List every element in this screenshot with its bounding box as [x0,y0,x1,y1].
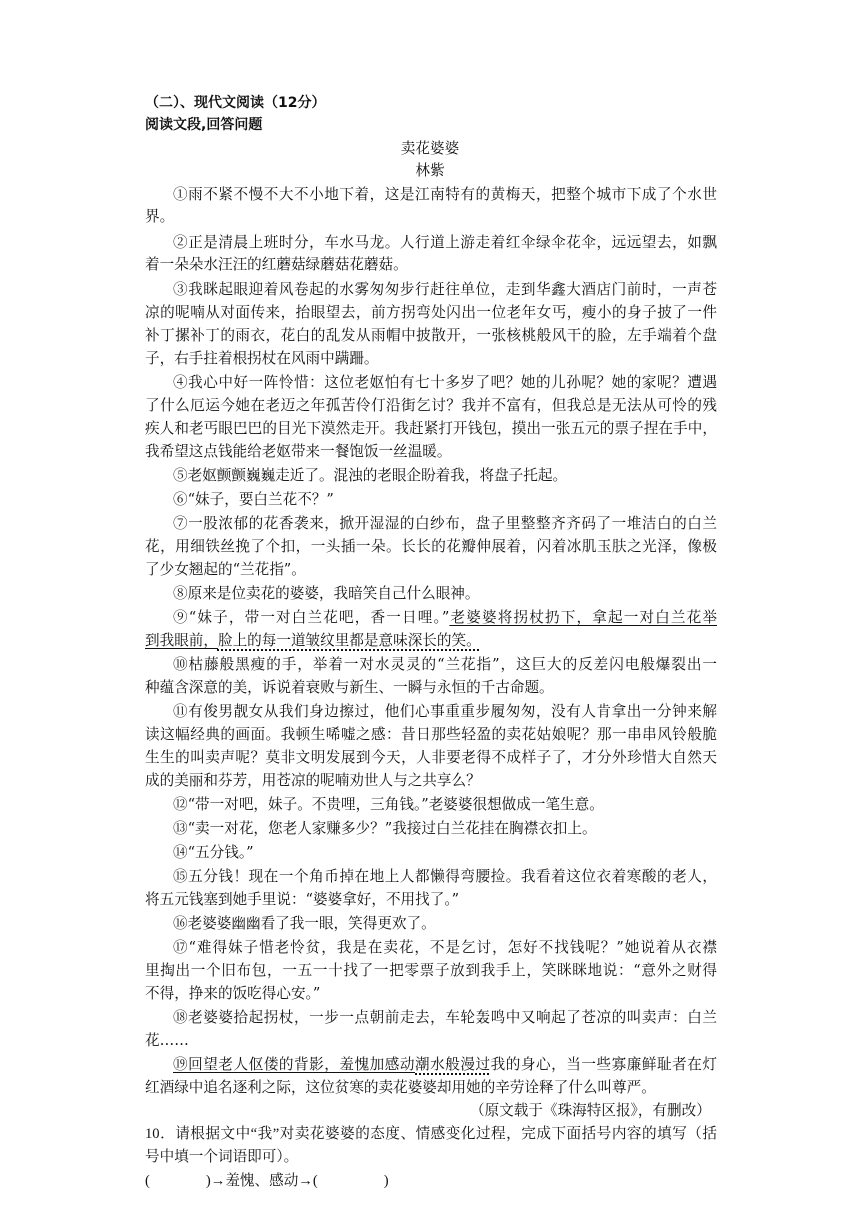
paragraph-line: 界。 [145,208,175,225]
paragraph-line: ④我心中好一阵怜惜：这位老妪怕有七十多岁了吧？她的儿孙呢？她的家呢？遭遇 [173,374,717,391]
paragraph-line: ⑧原来是位卖花的婆婆，我暗笑自己什么眼神。 [173,585,480,602]
dotted-text: 脸上的每一道皱纹里都是意味深长的笑。 [217,632,481,649]
section-instruction: 阅读文段,回答问题 [145,117,263,133]
paragraph-line [173,1054,717,1076]
paragraph-line: 补丁摞补丁的雨衣，花白的乱发从雨帽中披散开，一张核桃般风干的脸，左手端着个盘 [145,327,717,344]
paragraph-line: ⑭“五分钱。” [173,844,254,861]
section-title: （二）、现代文阅读（12分） [145,95,326,111]
paragraph-line: 了什么厄运今她在老迈之年孤苦伶仃沿街乞讨？我并不富有，但我总是无法从可怜的残 [145,397,717,414]
paragraph-line: 疾人和老丐眼巴巴的目光下漠然走开。我赶紧打开钱包，摸出一张五元的票子捏在手中， [145,420,717,437]
paragraph-line: ⑩枯藤般黑瘦的手，举着一对水灵灵的“兰花指”，这巨大的反差闪电般爆裂出一 [173,656,717,673]
article-title: 卖花婆婆 [400,140,460,157]
article-source: （原文载于《珠海特区报》，有删改） [470,1102,711,1119]
paragraph-line: ②正是清晨上班时分，车水马龙。人行道上游走着红伞绿伞花伞，远远望去，如飘 [173,234,717,251]
text-run: 我的身心，当一些寡廉鲜耻者在灯 [490,1056,717,1073]
article-author: 林紫 [415,162,445,179]
paragraph-line: ③我眯起眼迎着风卷起的水雾匆匆步行赶往单位，走到华鑫大酒店门前时，一声苍 [173,281,717,298]
paragraph-line: 不得，挣来的饭吃得心安。” [145,985,321,1002]
paragraph-line: ⑥“妹子，要白兰花不？” [173,491,334,508]
paragraph-line: ⑤老妪颤颤巍巍走近了。混浊的老眼企盼着我，将盘子托起。 [173,467,568,484]
paragraph-line: 花…… [145,1032,189,1049]
paragraph-line: ⑬“卖一对花，您老人家赚多少？”我接过白兰花挂在胸襟衣扣上。 [173,820,597,837]
question-number: 10． [145,1126,176,1142]
paragraph-line: ⑯老婆婆幽幽看了我一眼，笑得更欢了。 [173,915,436,932]
paragraph-line: 红酒绿中追名逐利之际，这位贫寒的卖花婆婆却用她的辛劳诠释了什么叫尊严。 [145,1079,656,1096]
paragraph-line: 生生的叫卖声呢？莫非文明发展到今天，人非要老得不成样子了，才分外珍惜大自然天 [145,749,717,766]
paragraph-line: 凉的呢喃从对面传来，抬眼望去，前方拐弯处闪出一位老年女丐，瘦小的身子披了一件 [145,304,717,321]
paragraph-line: 花，用细铁丝挽了个扣，一头插一朵。长长的花瓣伸展着，闪着冰肌玉肤之光泽，像极 [145,538,717,555]
paragraph-line: ⑮五分钱！现在一个角币掉在地上人都懒得弯腰捡。我看着这位衣着寒酸的老人， [173,868,717,885]
answer-blanks [145,1170,389,1192]
paragraph-line: 我希望这点钱能给老妪带来一餐饱饭一丝温暖。 [145,443,452,460]
question-prompt: 请根据文中“我”对卖花婆婆的态度、情感变化过程，完成下面括号内容的填写（括 [175,1126,717,1142]
text-run: ⑨“妹子，带一对白兰花吧，香一日哩。” [173,609,450,626]
paragraph-line: ⑦一股浓郁的花香袭来，掀开湿湿的白纱布，盘子里整整齐齐码了一堆洁白的白兰 [173,515,717,532]
question-text-cont: 号中填一个词语即可）。 [145,1149,299,1165]
answer-middle: )→羞愧、感动→( [205,1173,318,1189]
blank-open-paren: ( [145,1173,150,1189]
underlined-text: ⑲回望老人伛偻的背影，羞愧加感动 [173,1056,415,1073]
underlined-text: 到我眼前， [145,632,218,649]
paragraph-line: 子，右手拄着根拐杖在风雨中蹒跚。 [145,350,379,367]
dotted-text: 潮水般漫过 [415,1056,491,1073]
paragraph-line: ⑰“难得妹子惜老怜贫，我是在卖花，不是乞讨，怎好不找钱呢？”她说着从衣襟 [173,939,717,956]
paragraph-line: ①雨不紧不慢不大不小地下着，这是江南特有的黄梅天，把整个城市下成了个水世 [173,186,717,203]
underlined-text: 老婆婆将拐杖扔下，拿起一对白兰花举 [449,609,717,626]
paragraph-line: 里掏出一个旧布包，一五一十找了一把零票子放到我手上，笑眯眯地说：“意外之财得 [145,962,717,979]
paragraph-line: ⑱老婆婆拾起拐杖，一步一点朝前走去，车轮轰鸣中又响起了苍凉的叫卖声：白兰 [173,1009,717,1026]
paragraph-line: 着一朵朵水汪汪的红蘑菇绿蘑菇花蘑菇。 [145,256,408,273]
paragraph-line [145,630,481,652]
blank-close-paren: ) [383,1173,389,1189]
paragraph-line: 将五元钱塞到她手里说：“婆婆拿好，不用找了。” [145,891,460,908]
paragraph-line: 读这幅经典的画面。我顿生唏嘘之感：昔日那些轻盈的卖花姑娘呢？那一串串风铃般脆 [145,726,717,743]
paragraph-line [173,607,717,629]
paragraph-line: ⑫“带一对吧，妹子。不贵哩，三角钱。”老婆婆很想做成一笔生意。 [173,796,604,813]
question-text [145,1123,717,1145]
paragraph-line: 了少女翘起的“兰花指”。 [145,561,306,578]
paragraph-line: ⑪有俊男靓女从我们身边擦过，他们心事重重步履匆匆，没有人肯拿出一分钟来解 [173,703,717,720]
paragraph-line: 种蕴含深意的美，诉说着衰败与新生、一瞬与永恒的千古命题。 [145,679,554,696]
paragraph-line: 成的美丽和芬芳，用苍凉的呢喃劝世人与之共享么？ [145,772,481,789]
